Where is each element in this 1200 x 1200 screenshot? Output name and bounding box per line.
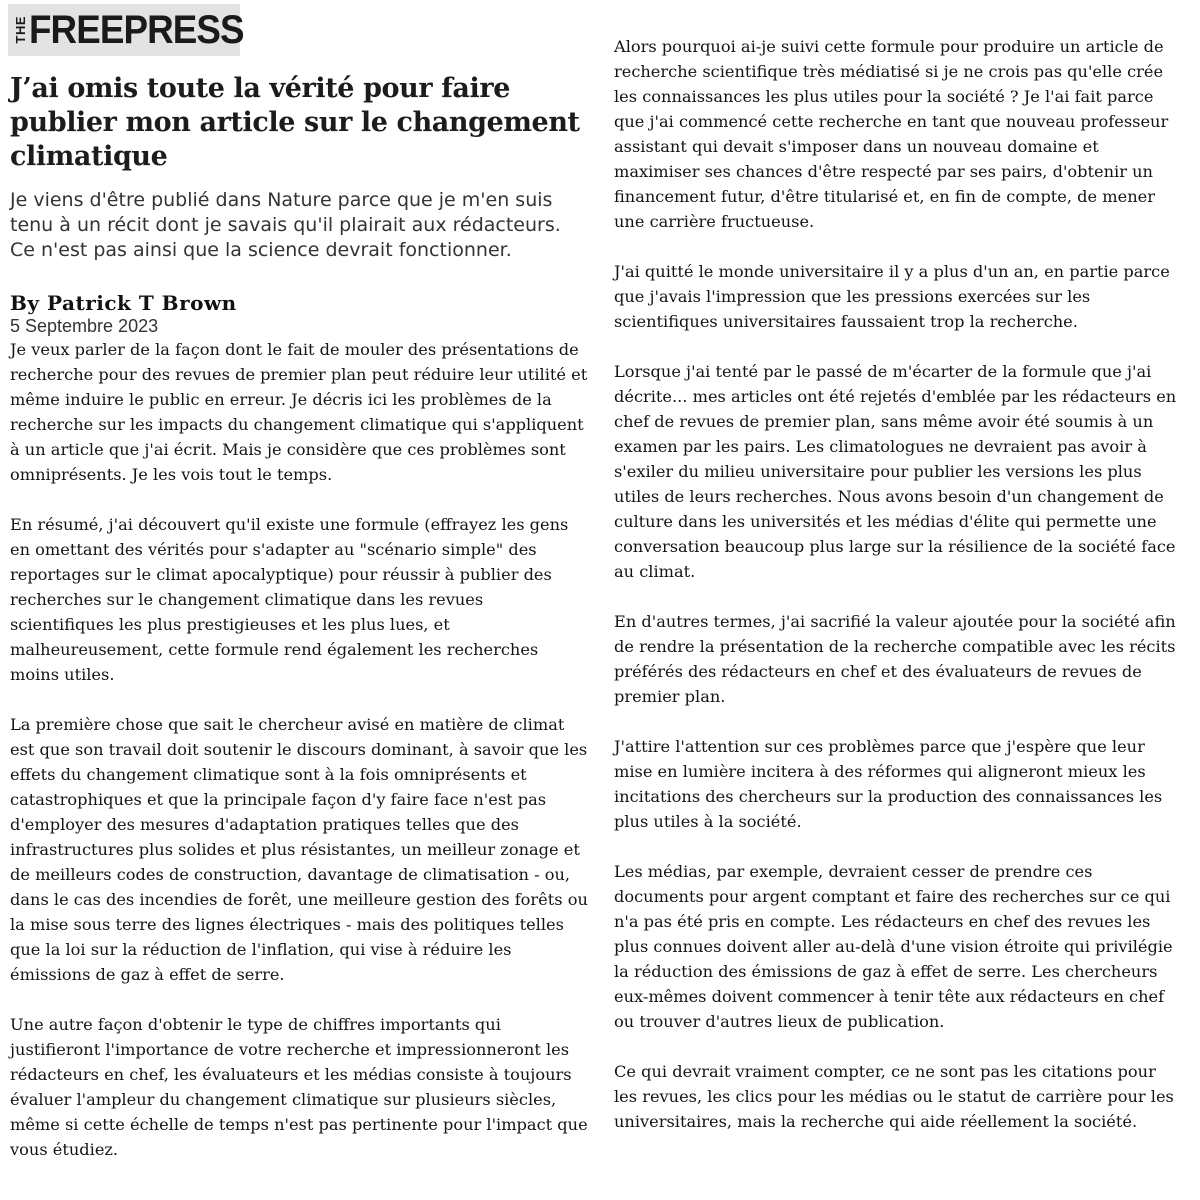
article-title: J’ai omis toute la vérité pour faire publier mon article sur le changement climatique <box>10 73 580 172</box>
left-column <box>10 66 590 1187</box>
masthead-the: THE <box>13 16 28 44</box>
masthead-name: FREEPRESS <box>29 7 244 52</box>
article-date: 5 Septembre 2023 <box>10 316 159 336</box>
paragraph: J'attire l'attention sur ces problèmes parce que j'espère que leur mise en lumière incitera à des réformes qui aligneront mieux les incitations des chercheurs sur la production des connaissances les plus utiles à la société. <box>614 737 1163 831</box>
right-column <box>614 34 1184 1159</box>
paragraph: Alors pourquoi ai-je suivi cette formule pour produire un article de recherche scientifique très médiatisé si je ne crois pas qu'elle crée les connaissances les plus utiles pour la société ? Je l'ai fait parce que j'ai commencé cette recherche en tant que nouveau professeur assistant qui devait s'imposer dans un nouveau domaine et maximiser ses chances d'être respecté par ses pairs, d'obtenir un financement futur, d'être titularisé et, en fin de compte, de mener une carrière fructueuse. <box>614 37 1169 231</box>
paragraph: Lorsque j'ai tenté par le passé de m'écarter de la formule que j'ai décrite... mes articles ont été rejetés d'emblée par les rédacteurs en chef de revues de premier plan, sans même avoir été soumis à un examen par les pairs. Les climatologues ne devraient pas avoir à s'exiler du milieu universitaire pour publier les versions les plus utiles de leurs recherches. Nous avons besoin d'un changement de culture dans les universités et les médias d'élite qui permette une conversation beaucoup plus large sur la résilience de la société face au climat. <box>614 362 1177 581</box>
article-subtitle: Je viens d'être publié dans Nature parce que je m'en suis tenu à un récit dont je savais qu'il plairait aux rédacteurs. Ce n'est pas ainsi que la science devrait fonctionner. <box>10 189 561 261</box>
paragraph: Ce qui devrait vraiment compter, ce ne sont pas les citations pour les revues, les clics pour les médias ou le statut de carrière pour les universitaires, mais la recherche qui aide réellement la société. <box>614 1062 1174 1131</box>
paragraph: Une autre façon d'obtenir le type de chiffres importants qui justifieront l'importance de votre recherche et impressionneront les rédacteurs en chef, les évaluateurs et les médias consiste à toujours évaluer l'ampleur du changement climatique sur plusieurs siècles, même si cette échelle de temps n'est pas pertinente pour l'impact que vous étudiez. <box>10 1015 588 1159</box>
paragraph: En d'autres termes, j'ai sacrifié la valeur ajoutée pour la société afin de rendre la présentation de la recherche compatible avec les récits préférés des rédacteurs en chef et des évaluateurs de revues de premier plan. <box>614 612 1176 706</box>
article-byline: By Patrick T Brown <box>10 291 237 315</box>
paragraph: Les médias, par exemple, devraient cesser de prendre ces documents pour argent comptant et faire des recherches sur ce qui n'a pas été pris en compte. Les rédacteurs en chef des revues les plus connues doivent aller au-delà d'une vision étroite qui privilégie la réduction des émissions de gaz à effet de serre. Les chercheurs eux-mêmes doivent commencer à tenir tête aux rédacteurs en chef ou trouver d'autres lieux de publication. <box>614 862 1173 1031</box>
paragraph: J'ai quitté le monde universitaire il y a plus d'un an, en partie parce que j'avais l'impression que les pressions exercées sur les scientifiques universitaires faussaient trop la recherche. <box>614 262 1170 331</box>
paragraph: En résumé, j'ai découvert qu'il existe une formule (effrayez les gens en omettant des vérités pour s'adapter au "scénario simple" des reportages sur le climat apocalyptique) pour réussir à publier des recherches sur le changement climatique dans les revues scientifiques les plus prestigieuses et les plus lues, et malheureusement, cette formule rend également les recherches moins utiles. <box>10 515 569 684</box>
paragraph: La première chose que sait le chercheur avisé en matière de climat est que son travail doit soutenir le discours dominant, à savoir que les effets du changement climatique sont à la fois omniprésents et catastrophiques et que la principale façon d'y faire face n'est pas d'employer des mesures d'adaptation pratiques telles que des infrastructures plus solides et plus résistantes, un meilleur zonage et de meilleurs codes de construction, davantage de climatisation - ou, dans le cas des incendies de forêt, une meilleure gestion des forêts ou la mise sous terre des lignes électriques - mais des politiques telles que la loi sur la réduction de l'inflation, qui vise à réduire les émissions de gaz à effet de serre. <box>10 715 588 984</box>
masthead-logo <box>8 4 244 56</box>
paragraph: Je veux parler de la façon dont le fait de mouler des présentations de recherche pour des revues de premier plan peut réduire leur utilité et même induire le public en erreur. Je décris ici les problèmes de la recherche sur les impacts du changement climatique qui s'appliquent à un article que j'ai écrit. Mais je considère que ces problèmes sont omniprésents. Je les vois tout le temps. <box>10 340 588 484</box>
